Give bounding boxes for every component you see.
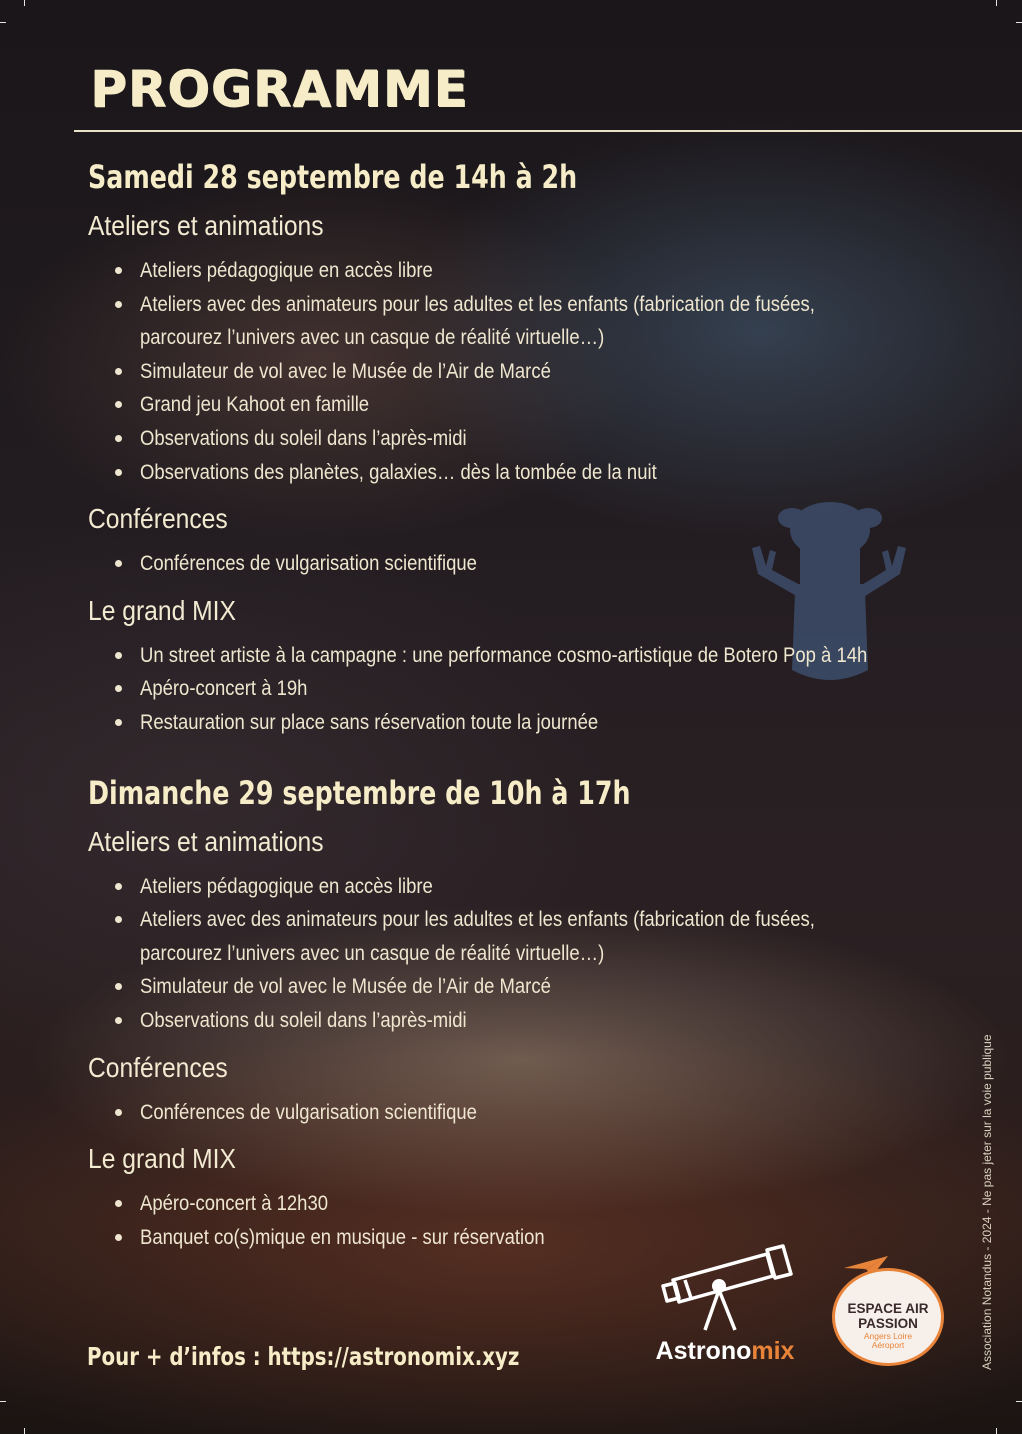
crop-mark xyxy=(0,22,6,33)
crop-mark xyxy=(1016,1401,1022,1412)
day-heading: Samedi 28 septembre de 14h à 2h xyxy=(88,158,578,196)
eap-line1: ESPACE AIR xyxy=(847,1301,929,1316)
list-item: Ateliers avec des animateurs pour les adultes et les enfants (fabrication de fusées, parcourez l’univers avec un casque de réalité virtuelle…) xyxy=(112,903,948,970)
item-list xyxy=(88,1187,948,1254)
item-list xyxy=(88,639,948,740)
list-item: Observations des planètes, galaxies… dès la tombée de la nuit xyxy=(112,456,948,490)
telescope-icon xyxy=(655,1240,795,1332)
list-item: Conférences de vulgarisation scientifique xyxy=(112,1096,948,1130)
section-title: Ateliers et animations xyxy=(88,825,324,857)
list-item: Grand jeu Kahoot en famille xyxy=(112,388,948,422)
item-list xyxy=(88,870,948,1038)
info-link[interactable]: Pour + d’infos : https://astronomix.xyz xyxy=(87,1342,520,1371)
astronomix-accent: mix xyxy=(751,1337,795,1365)
astronomix-logo xyxy=(640,1240,810,1366)
section-title: Conférences xyxy=(88,503,228,535)
list-item: Simulateur de vol avec le Musée de l’Air de Marcé xyxy=(112,970,948,1004)
astronomix-word: Astrono xyxy=(655,1337,752,1365)
crop-mark xyxy=(1016,22,1022,33)
list-item: Apéro-concert à 19h xyxy=(112,672,948,706)
item-list xyxy=(88,547,948,581)
list-item: Restauration sur place sans réservation toute la journée xyxy=(112,706,948,740)
programme-content xyxy=(88,150,948,1262)
list-item: Ateliers pédagogique en accès libre xyxy=(112,254,948,288)
item-list xyxy=(88,254,948,489)
legal-note: Association Notandus - 2024 - Ne pas jeter sur la voie publique xyxy=(980,1034,994,1370)
page-title: PROGRAMME xyxy=(90,60,469,118)
list-item: Ateliers avec des animateurs pour les adultes et les enfants (fabrication de fusées, parcourez l’univers avec un casque de réalité virtuelle…) xyxy=(112,288,948,355)
list-item: Un street artiste à la campagne : une performance cosmo-artistique de Botero Pop à 14h xyxy=(112,639,948,673)
crop-mark xyxy=(0,1401,6,1412)
list-item: Simulateur de vol avec le Musée de l’Air de Marcé xyxy=(112,355,948,389)
title-divider xyxy=(74,130,1022,132)
list-item: Banquet co(s)mique en musique - sur réservation xyxy=(112,1221,948,1255)
item-list xyxy=(88,1096,948,1130)
day-heading: Dimanche 29 septembre de 10h à 17h xyxy=(88,773,631,812)
section-title: Le grand MIX xyxy=(88,1143,236,1175)
list-item: Apéro-concert à 12h30 xyxy=(112,1187,948,1221)
list-item: Conférences de vulgarisation scientifique xyxy=(112,547,948,581)
section-title: Le grand MIX xyxy=(88,594,236,626)
espace-air-passion-logo xyxy=(832,1268,944,1366)
crop-mark xyxy=(24,0,26,6)
crop-mark xyxy=(24,1428,26,1434)
eap-line3b: Aéroport xyxy=(871,1340,905,1350)
section-title: Ateliers et animations xyxy=(88,210,324,241)
list-item: Observations du soleil dans l’après-midi xyxy=(112,1004,948,1038)
crop-mark xyxy=(996,0,998,6)
section-title: Conférences xyxy=(88,1051,228,1083)
list-item: Ateliers pédagogique en accès libre xyxy=(112,870,948,904)
eap-line3a: Angers Loire xyxy=(863,1331,913,1341)
crop-mark xyxy=(996,1428,998,1434)
list-item: Observations du soleil dans l’après-midi xyxy=(112,422,948,456)
eap-line2: PASSION xyxy=(858,1316,918,1331)
